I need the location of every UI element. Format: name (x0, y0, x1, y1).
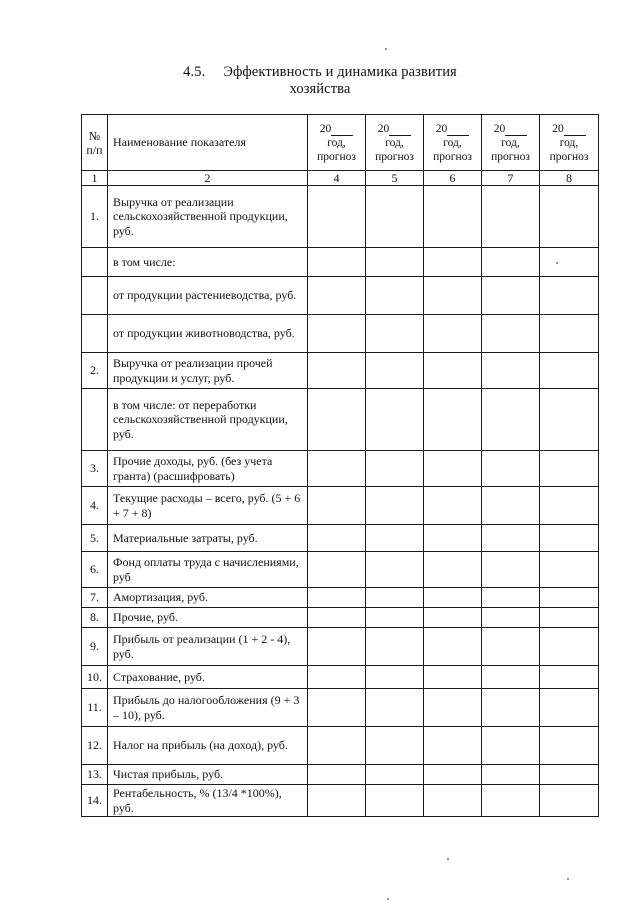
value-cell[interactable] (540, 666, 599, 689)
value-cell[interactable] (308, 765, 366, 785)
table-row (82, 666, 599, 689)
value-cell[interactable] (482, 353, 540, 389)
value-cell[interactable] (482, 628, 540, 666)
table-row (82, 353, 599, 389)
table-row (82, 451, 599, 487)
value-cell[interactable] (366, 315, 424, 353)
value-cell[interactable] (308, 248, 366, 277)
value-cell[interactable] (366, 608, 424, 628)
value-cell[interactable] (308, 353, 366, 389)
table-row (82, 525, 599, 552)
row-number: 11. (82, 689, 108, 727)
table-row (82, 315, 599, 353)
table-row (82, 277, 599, 315)
value-cell[interactable] (424, 525, 482, 552)
indicator-name: в том числе: (108, 248, 308, 277)
indicator-name: от продукции растениеводства, руб. (108, 277, 308, 315)
value-cell[interactable] (366, 666, 424, 689)
table-row (82, 608, 599, 628)
row-number: 2. (82, 353, 108, 389)
table-row (82, 552, 599, 588)
value-cell[interactable] (540, 277, 599, 315)
row-number (82, 248, 108, 277)
value-cell[interactable] (308, 277, 366, 315)
row-number: 1. (82, 186, 108, 248)
scan-speck (385, 48, 387, 50)
table-row (82, 765, 599, 785)
row-number (82, 277, 108, 315)
value-cell[interactable] (366, 588, 424, 608)
indicator-name: Выручка от реализации прочей продукции и услуг, руб. (108, 353, 308, 389)
value-cell[interactable] (482, 608, 540, 628)
value-cell[interactable] (366, 765, 424, 785)
value-cell[interactable] (540, 353, 599, 389)
value-cell[interactable] (366, 186, 424, 248)
table-row (82, 389, 599, 451)
indicator-name: Материальные затраты, руб. (108, 525, 308, 552)
row-number: 7. (82, 588, 108, 608)
value-cell[interactable] (366, 353, 424, 389)
value-cell[interactable] (366, 552, 424, 588)
value-cell[interactable] (366, 487, 424, 525)
value-cell[interactable] (540, 451, 599, 487)
indicator-name: Прочие, руб. (108, 608, 308, 628)
value-cell[interactable] (366, 727, 424, 765)
value-cell[interactable] (424, 588, 482, 608)
row-number: 3. (82, 451, 108, 487)
value-cell[interactable] (308, 525, 366, 552)
indicator-name: Фонд оплаты труда с начислениями, руб (108, 552, 308, 588)
indicator-name: в том числе: от переработки сельскохозяйственной продукции, руб. (108, 389, 308, 451)
value-cell[interactable] (424, 666, 482, 689)
header-year-1: 20 год, прогноз (308, 115, 366, 171)
value-cell[interactable] (424, 689, 482, 727)
value-cell[interactable] (424, 765, 482, 785)
header-year-5: 20 год, прогноз (540, 115, 599, 171)
header-num-text: № п/п (86, 128, 103, 157)
row-number: 12. (82, 727, 108, 765)
indicator-name: от продукции животноводства, руб. (108, 315, 308, 353)
header-row (82, 115, 599, 171)
value-cell[interactable] (366, 628, 424, 666)
value-cell[interactable] (424, 785, 482, 817)
header-name: Наименование показателя (108, 115, 308, 171)
column-index: 4 (308, 171, 366, 186)
indicator-name: Прочие доходы, руб. (без учета гранта) (расшифровать) (108, 451, 308, 487)
value-cell[interactable] (540, 608, 599, 628)
value-cell[interactable] (540, 727, 599, 765)
scan-speck (567, 878, 569, 880)
value-cell[interactable] (424, 353, 482, 389)
row-number: 8. (82, 608, 108, 628)
value-cell[interactable] (482, 765, 540, 785)
table-row (82, 689, 599, 727)
row-number: 13. (82, 765, 108, 785)
value-cell[interactable] (540, 785, 599, 817)
section-title-line1 (0, 64, 640, 81)
value-cell[interactable] (424, 608, 482, 628)
section-title (0, 64, 640, 98)
header-num (82, 115, 108, 171)
table-row (82, 588, 599, 608)
column-index: 7 (482, 171, 540, 186)
value-cell[interactable] (540, 389, 599, 451)
column-index: 8 (540, 171, 599, 186)
value-cell[interactable] (366, 277, 424, 315)
row-number: 5. (82, 525, 108, 552)
table-row (82, 785, 599, 817)
value-cell[interactable] (482, 389, 540, 451)
row-number: 6. (82, 552, 108, 588)
value-cell[interactable] (540, 552, 599, 588)
section-title-line2: хозяйства (289, 81, 351, 97)
value-cell[interactable] (540, 487, 599, 525)
scan-speck (556, 262, 558, 264)
value-cell[interactable] (308, 666, 366, 689)
indicator-name: Налог на прибыль (на доход), руб. (108, 727, 308, 765)
row-number (82, 389, 108, 451)
indicator-name: Рентабельность, % (13/4 *100%), руб. (108, 785, 308, 817)
value-cell[interactable] (540, 315, 599, 353)
column-index: 1 (82, 171, 108, 186)
indicator-name: Страхование, руб. (108, 666, 308, 689)
value-cell[interactable] (482, 487, 540, 525)
header-year-4: 20 год, прогноз (482, 115, 540, 171)
table-row (82, 186, 599, 248)
value-cell[interactable] (482, 666, 540, 689)
value-cell[interactable] (482, 785, 540, 817)
value-cell[interactable] (366, 451, 424, 487)
value-cell[interactable] (482, 525, 540, 552)
column-index: 6 (424, 171, 482, 186)
value-cell[interactable] (424, 552, 482, 588)
value-cell[interactable] (366, 689, 424, 727)
column-index: 5 (366, 171, 424, 186)
value-cell[interactable] (482, 315, 540, 353)
value-cell[interactable] (366, 389, 424, 451)
indicator-name: Текущие расходы – всего, руб. (5 + 6 + 7 + 8) (108, 487, 308, 525)
scan-speck (387, 898, 389, 900)
value-cell[interactable] (540, 186, 599, 248)
indicator-name: Прибыль от реализации (1 + 2 - 4), руб. (108, 628, 308, 666)
row-number (82, 315, 108, 353)
value-cell[interactable] (424, 487, 482, 525)
value-cell[interactable] (308, 186, 366, 248)
column-index: 2 (108, 171, 308, 186)
value-cell[interactable] (424, 389, 482, 451)
table-row (82, 487, 599, 525)
indicator-name: Выручка от реализации сельскохозяйственной продукции, руб. (108, 186, 308, 248)
value-cell[interactable] (482, 277, 540, 315)
value-cell[interactable] (482, 186, 540, 248)
header-year-2: 20 год, прогноз (366, 115, 424, 171)
value-cell[interactable] (424, 277, 482, 315)
value-cell[interactable] (366, 248, 424, 277)
row-number: 14. (82, 785, 108, 817)
value-cell[interactable] (366, 785, 424, 817)
value-cell[interactable] (482, 248, 540, 277)
value-cell[interactable] (424, 315, 482, 353)
value-cell[interactable] (308, 727, 366, 765)
value-cell[interactable] (424, 186, 482, 248)
row-number: 4. (82, 487, 108, 525)
value-cell[interactable] (540, 689, 599, 727)
value-cell[interactable] (482, 552, 540, 588)
value-cell[interactable] (308, 785, 366, 817)
row-number: 9. (82, 628, 108, 666)
header-year-3: 20 год, прогноз (424, 115, 482, 171)
column-index-row (82, 171, 599, 186)
value-cell[interactable] (540, 765, 599, 785)
value-cell[interactable] (308, 552, 366, 588)
value-cell[interactable] (308, 389, 366, 451)
value-cell[interactable] (308, 487, 366, 525)
indicators-table (81, 114, 599, 817)
value-cell[interactable] (540, 628, 599, 666)
value-cell[interactable] (424, 628, 482, 666)
value-cell[interactable] (308, 315, 366, 353)
row-number: 10. (82, 666, 108, 689)
value-cell[interactable] (482, 689, 540, 727)
value-cell[interactable] (308, 451, 366, 487)
value-cell[interactable] (482, 588, 540, 608)
value-cell[interactable] (424, 451, 482, 487)
section-heading: Эффективность и динамика развития (223, 64, 457, 80)
value-cell[interactable] (540, 588, 599, 608)
value-cell[interactable] (308, 628, 366, 666)
value-cell[interactable] (482, 451, 540, 487)
value-cell[interactable] (308, 588, 366, 608)
table-row (82, 248, 599, 277)
value-cell[interactable] (424, 248, 482, 277)
indicator-name: Амортизация, руб. (108, 588, 308, 608)
value-cell[interactable] (540, 248, 599, 277)
table-row (82, 727, 599, 765)
value-cell[interactable] (308, 689, 366, 727)
value-cell[interactable] (308, 608, 366, 628)
section-number: 4.5. (183, 64, 206, 80)
value-cell[interactable] (424, 727, 482, 765)
value-cell[interactable] (482, 727, 540, 765)
indicator-name: Чистая прибыль, руб. (108, 765, 308, 785)
scan-speck (447, 858, 449, 860)
table-row (82, 628, 599, 666)
indicator-name: Прибыль до налогообложения (9 + 3 – 10), руб. (108, 689, 308, 727)
value-cell[interactable] (366, 525, 424, 552)
value-cell[interactable] (540, 525, 599, 552)
